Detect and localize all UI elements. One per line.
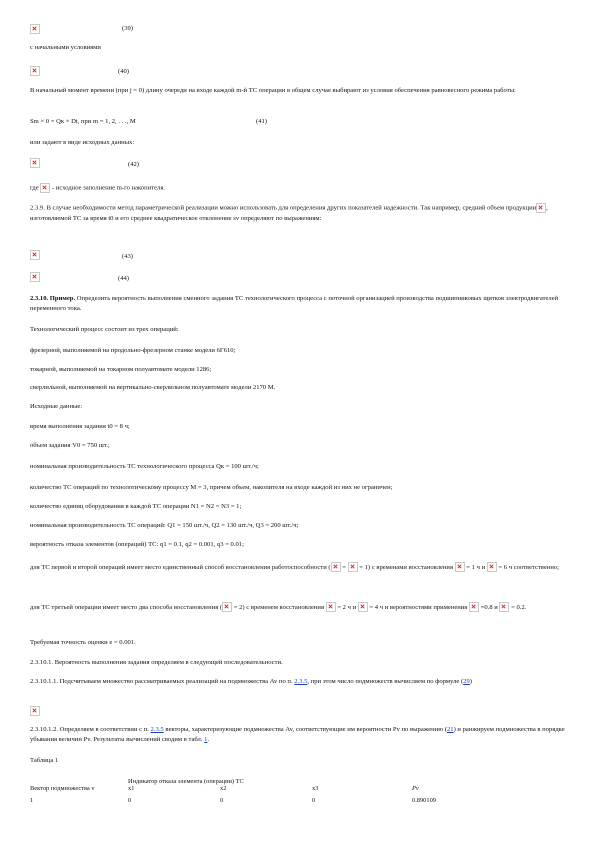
volume-image-placeholder [536,203,546,213]
example-body: Определить вероятность выполнения сменного задания ТС технологического процесса с поточной организацией производства подшипниковых щитков электродвигателей переменного тока. [30,295,559,312]
restore-time-3b-symbol [358,602,368,612]
restore12-text-c: = 1 ч и [464,564,486,571]
paragraph-initial-moment: В начальный момент времени (при j = 0) длину очереди на входе каждой m-й ТС операции в общем случае выбирают из условия обеспечения равновесного режима работы: [30,87,516,94]
header-x3: x3 [312,785,319,792]
formula-43-image-placeholder [30,250,40,260]
cell-pv: 0.890109 [412,797,436,804]
where-prefix: где [30,184,39,192]
given-equipment-count: количество единиц оборудования в каждой ТС операции N1 = N2 = N3 = 1; [30,503,242,510]
restore-methods-symbol-2 [348,562,358,572]
restore-methods-symbol [331,562,341,572]
restore3-text-a: для ТС третьей операции имеет место два способа восстановления ( [30,604,223,611]
equation-number-40: (40) [118,68,129,75]
p239-text-b: , изготовляемой ТС за время t0 и его среднее квадратическое отклонение sv определяют по выражениям: [30,204,548,222]
p231011-text-c: ) [469,678,472,685]
operations-intro: Технологический процесс состоит из трех операций: [30,326,179,333]
restore-time-2-symbol [487,562,497,572]
formula-44-image-placeholder [30,272,40,282]
equation-number-41: (41) [256,118,267,125]
text-initial-conditions: с начальными условиями [30,44,101,51]
given-title: Исходные данные: [30,403,83,410]
operation-milling: фрезерной, выполняемой на продольно-фрезерном станке модели 6Г610; [30,347,236,354]
link-formula-29[interactable]: 29 [463,678,470,685]
paragraph-2-3-10 [30,294,565,314]
formula-41-text: Sm × 0 = Qк × Dt, при m = 1, 2, . . ., M [30,118,136,125]
header-x2: x2 [220,785,227,792]
given-time: время выполнения задания t0 = 8 ч; [30,423,130,430]
p231012-text-c: ) и ранжируем подмножества в порядке убывания величин Pv. Результаты вычислений сводим в табл. [30,726,565,743]
results-table [30,778,442,804]
equation-number-39: (39) [122,25,133,32]
formula-subsets-image-placeholder [30,706,40,716]
paragraph-2-3-10-1-1 [30,677,565,687]
restore12-text-d: = 6 ч соответственно; [496,564,559,571]
paragraph-restore-op-3 [30,601,565,614]
p231012-text-d: . [207,736,210,743]
given-volume: объем задания V0 = 750 шт.; [30,442,110,449]
header-x1: x1 [128,785,135,792]
formula-39-image-placeholder [30,24,40,34]
equation-number-44: (44) [118,275,129,282]
where-line [30,183,165,193]
cell-x1: 0 [128,797,132,804]
formula-42-image-placeholder [30,158,40,168]
given-operation-productivity: номинальная производительность ТС операций: Q1 = 150 шт./ч, Q2 = 130 шт./ч, Q3 = 200 шт./ч; [30,522,299,529]
paragraph-2-3-10-1: 2.3.10.1. Вероятность выполнения задания определяем в следующей последовательности. [30,659,283,666]
example-heading: 2.3.10. Пример. [30,295,76,302]
given-nominal-productivity: номинальная производительность ТС технологического процесса Qк = 100 шт./ч; [30,463,259,470]
restore3-text-e: =0.8 и [479,604,498,611]
table-row [30,792,442,804]
given-failure-probability: вероятность отказа элементов (операций) ТС: q1 = 0.1, q2 = 0.001, q3 = 0.01; [30,541,244,548]
restore-methods-3-symbol [222,602,232,612]
p231011-text-a: 2.3.10.1.1. Подсчитываем множество рассматриваемых реализаций на подмножества Av по п. [30,678,293,685]
where-suffix: - исходное заполнение m-го накопителя. [51,184,166,192]
cell-x3: 0 [312,797,316,804]
restore-time-1-symbol [455,562,465,572]
restore12-text-b: = 1) с временами восстановления [357,564,453,571]
cell-x2: 0 [220,797,224,804]
operation-drilling: сверлильной, выполняемой на вертикально-сверлильном полуавтомате модели 2170 М. [30,384,276,391]
text-or-given: или задают в виде исходных данных: [30,139,135,146]
paragraph-2-3-10-1-2 [30,725,565,745]
header-pv: Pv [412,785,419,792]
equation-number-42: (42) [128,161,139,168]
operation-turning: токарной, выполняемой на токарном полуавтомате модели 1286; [30,366,212,373]
paragraph-restore-ops-1-2: для ТС первой и второй операций имеет место единственный способ восстановления работоспособности ( = = 1) с временами восстановления = 1 ч и = 6 ч соответственно; [30,564,559,571]
required-accuracy: Требуемая точность оценки e = 0.001. [30,639,136,646]
header-subset-vector: Вектор подмножества v [30,785,95,792]
header-failure-indicator: Индикатор отказа элемента (операции) ТС [128,778,244,785]
link-formula-21[interactable]: 21 [446,726,454,733]
cell-v: 1 [30,797,34,804]
p231012-text-a: 2.3.10.1.2. Определяем в соответствии с п. [30,726,149,733]
link-table-1[interactable]: 1 [204,736,208,743]
p239-text-a: 2.3.9. В случае необходимости метод параметрической реализации можно использовать для определения других показателей надежности. Так например, средний объем продукции [30,204,537,212]
initial-fill-image-placeholder [40,183,50,193]
restore12-text-a: для ТС первой и второй операций имеет место единственный способ восстановления работоспособности ( [30,564,331,571]
probability-3a-symbol [469,602,479,612]
given-operations-count: количество ТС операций по технологическому процессу M = 3, причем объем, накопителя на входе каждой из них не ограничен; [30,484,393,491]
restore3-text-d: = 4 ч и вероятностями применения [367,604,468,611]
p231012-text-b: векторы, характеризующие подмножества Av, соответствующие им вероятности Pv по выражению ( [165,726,447,733]
link-section-2-3-5-b[interactable]: 2.3.5 [150,726,164,733]
table-title: Таблица 1 [30,757,59,764]
restore-time-3a-symbol [326,602,336,612]
formula-40-image-placeholder [30,66,40,76]
restore3-text-c: = 2 ч и [335,604,357,611]
link-section-2-3-5[interactable]: 2.3.5 [294,678,308,685]
equation-number-43: (43) [122,253,133,260]
restore3-text-b: = 2) с временем восстановления [232,604,324,611]
p231011-text-b: , при этом число подмножеств вычисляем по формуле ( [307,678,464,685]
restore3-text-f: = 0.2. [509,604,527,611]
probability-3b-symbol [499,602,509,612]
paragraph-2-3-9 [30,203,565,224]
